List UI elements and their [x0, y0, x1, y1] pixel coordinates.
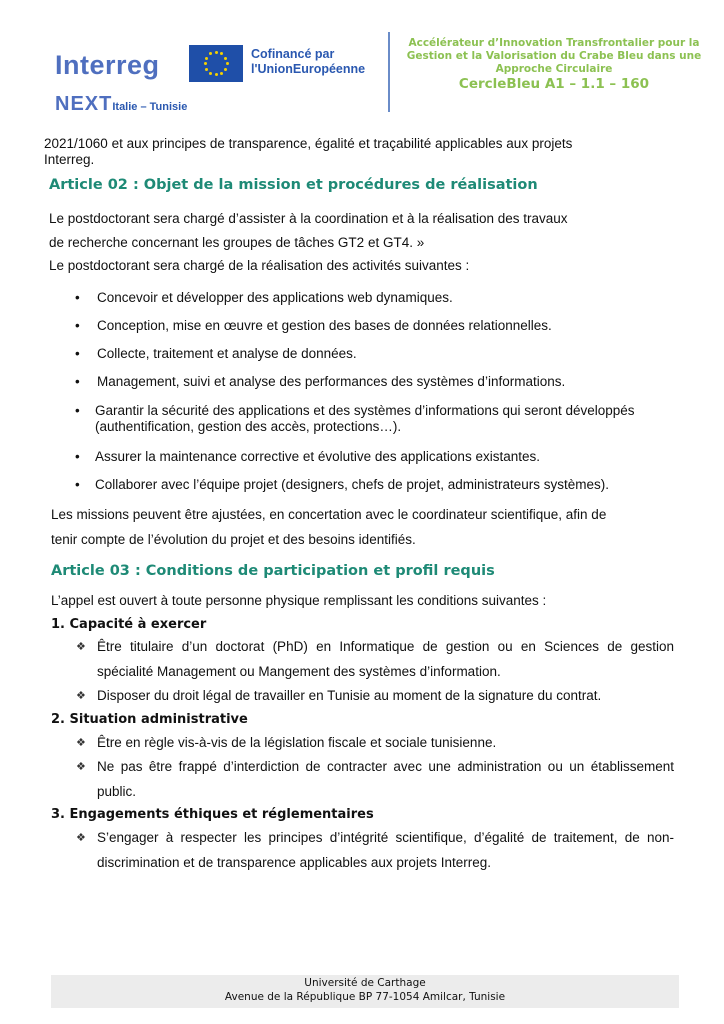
diamond-bullet-icon: ❖ [76, 690, 86, 702]
section-heading-engagements: 3. Engagements éthiques et réglementaires [51, 807, 374, 822]
eu-cofinance-label [251, 47, 365, 77]
footer-address: Avenue de la République BP 77-1054 Amilcar, Tunisie [224, 991, 506, 1003]
article02-closing-line1: Les missions peuvent être ajustées, en concertation avec le coordinateur scientifique, afin de [51, 507, 607, 522]
interreg-logo: Interreg [55, 50, 160, 80]
eu-star-icon [209, 72, 212, 75]
list-item: ❖ S’engager à respecter les principes d’intégrité scientifique, d’égalité de traitement, de non-discrimination et de transparence applicables aux projets Interreg. [44, 826, 674, 875]
project-title-line2: Gestion et la Valorisation du Crabe Bleu dans une [406, 50, 702, 62]
article02-para2: Le postdoctorant sera chargé de la réalisation des activités suivantes : [49, 258, 470, 273]
list-item: ❖ Disposer du droit légal de travailler en Tunisie au moment de la signature du contrat. [44, 684, 674, 709]
article03-heading: Article 03 : Conditions de participation et profil requis [51, 563, 495, 579]
engagements-list [44, 826, 674, 875]
list-item: ❖ Être titulaire d’un doctorat (PhD) en Informatique de gestion ou en Sciences de gestion spécialité Management ou Mangement des systèmes d’information. [44, 635, 674, 684]
activities-list [44, 284, 674, 499]
diamond-bullet-icon: ❖ [76, 761, 86, 773]
bullet-icon: • [75, 290, 80, 305]
project-title-line3: Approche Circulaire [495, 63, 613, 75]
list-item: ❖ Être en règle vis-à-vis de la législation fiscale et sociale tunisienne. [44, 731, 674, 756]
article02-closing-line2: tenir compte de l’évolution du projet et des besoins identifiés. [51, 532, 416, 547]
header-divider [388, 32, 390, 112]
project-title-line1: Accélérateur d’Innovation Transfrontalier pour la [408, 37, 700, 49]
bullet-icon: • [75, 449, 80, 464]
eu-star-icon [226, 62, 229, 65]
eu-star-icon [204, 62, 207, 65]
list-item: • Management, suivi et analyse des performances des systèmes d’informations. [44, 368, 674, 396]
page-footer [51, 975, 679, 1008]
diamond-bullet-icon: ❖ [76, 832, 86, 844]
footer-institution: Université de Carthage [304, 977, 426, 989]
situation-list [44, 731, 674, 805]
intro-line1: 2021/1060 et aux principes de transparence, égalité et traçabilité applicables aux projets [44, 136, 573, 151]
section-heading-situation: 2. Situation administrative [51, 711, 248, 727]
list-item: • Conception, mise en œuvre et gestion des bases de données relationnelles. [44, 312, 674, 340]
next-logo [55, 93, 187, 116]
capacite-list [44, 635, 674, 709]
article02-para1-line2: de recherche concernant les groupes de tâches GT2 et GT4. » [49, 235, 425, 250]
eu-star-icon [224, 57, 227, 60]
diamond-bullet-icon: ❖ [76, 736, 86, 749]
intro-line2: Interreg. [44, 152, 95, 167]
diamond-bullet-icon: ❖ [76, 641, 86, 653]
list-item: • Assurer la maintenance corrective et évolutive des applications existantes. [44, 443, 674, 471]
list-item: • Concevoir et développer des applications web dynamiques. [44, 284, 674, 312]
list-item: • Collaborer avec l’équipe projet (designers, chefs de projet, administrateurs systèmes). [44, 471, 674, 499]
eu-star-icon [220, 52, 223, 55]
bullet-icon: • [75, 346, 80, 361]
page-header [0, 0, 724, 125]
article02-heading: Article 02 : Objet de la mission et procédures de réalisation [49, 177, 538, 193]
list-item: ❖ Ne pas être frappé d’interdiction de contracter avec une administration ou un établissement public. [44, 755, 674, 804]
next-logo-text: NEXT [55, 93, 113, 115]
eu-star-icon [205, 57, 208, 60]
eu-flag-icon [189, 45, 243, 82]
article03-intro: L’appel est ouvert à toute personne physique remplissant les conditions suivantes : [51, 593, 547, 608]
eu-star-icon [205, 68, 208, 71]
bullet-icon: • [75, 374, 80, 389]
bullet-icon: • [75, 477, 80, 492]
cofinance-line2: l'UnionEuropéenne [251, 62, 366, 76]
eu-star-icon [220, 72, 223, 75]
eu-star-icon [209, 52, 212, 55]
cofinance-line1: Cofinancé par [251, 47, 335, 61]
project-code: CercleBleu A1 – 1.1 – 160 [458, 76, 650, 92]
eu-star-icon [215, 51, 218, 54]
list-item: • Collecte, traitement et analyse de données. [44, 340, 674, 368]
section-heading-capacite: 1. Capacité à exercer [51, 617, 207, 632]
article02-para1-line1: Le postdoctorant sera chargé d’assister à la coordination et à la réalisation des travaux [49, 211, 568, 226]
bullet-icon: • [75, 403, 80, 418]
eu-star-icon [224, 68, 227, 71]
document-body [44, 136, 674, 875]
eu-star-icon [215, 73, 218, 76]
next-logo-region: Italie – Tunisie [112, 101, 188, 113]
list-item: • Garantir la sécurité des applications et des systèmes d’informations qui seront développés (authentification, gestion des accès, protections…). [75, 403, 635, 434]
bullet-icon: • [75, 318, 80, 333]
project-title [395, 37, 713, 93]
